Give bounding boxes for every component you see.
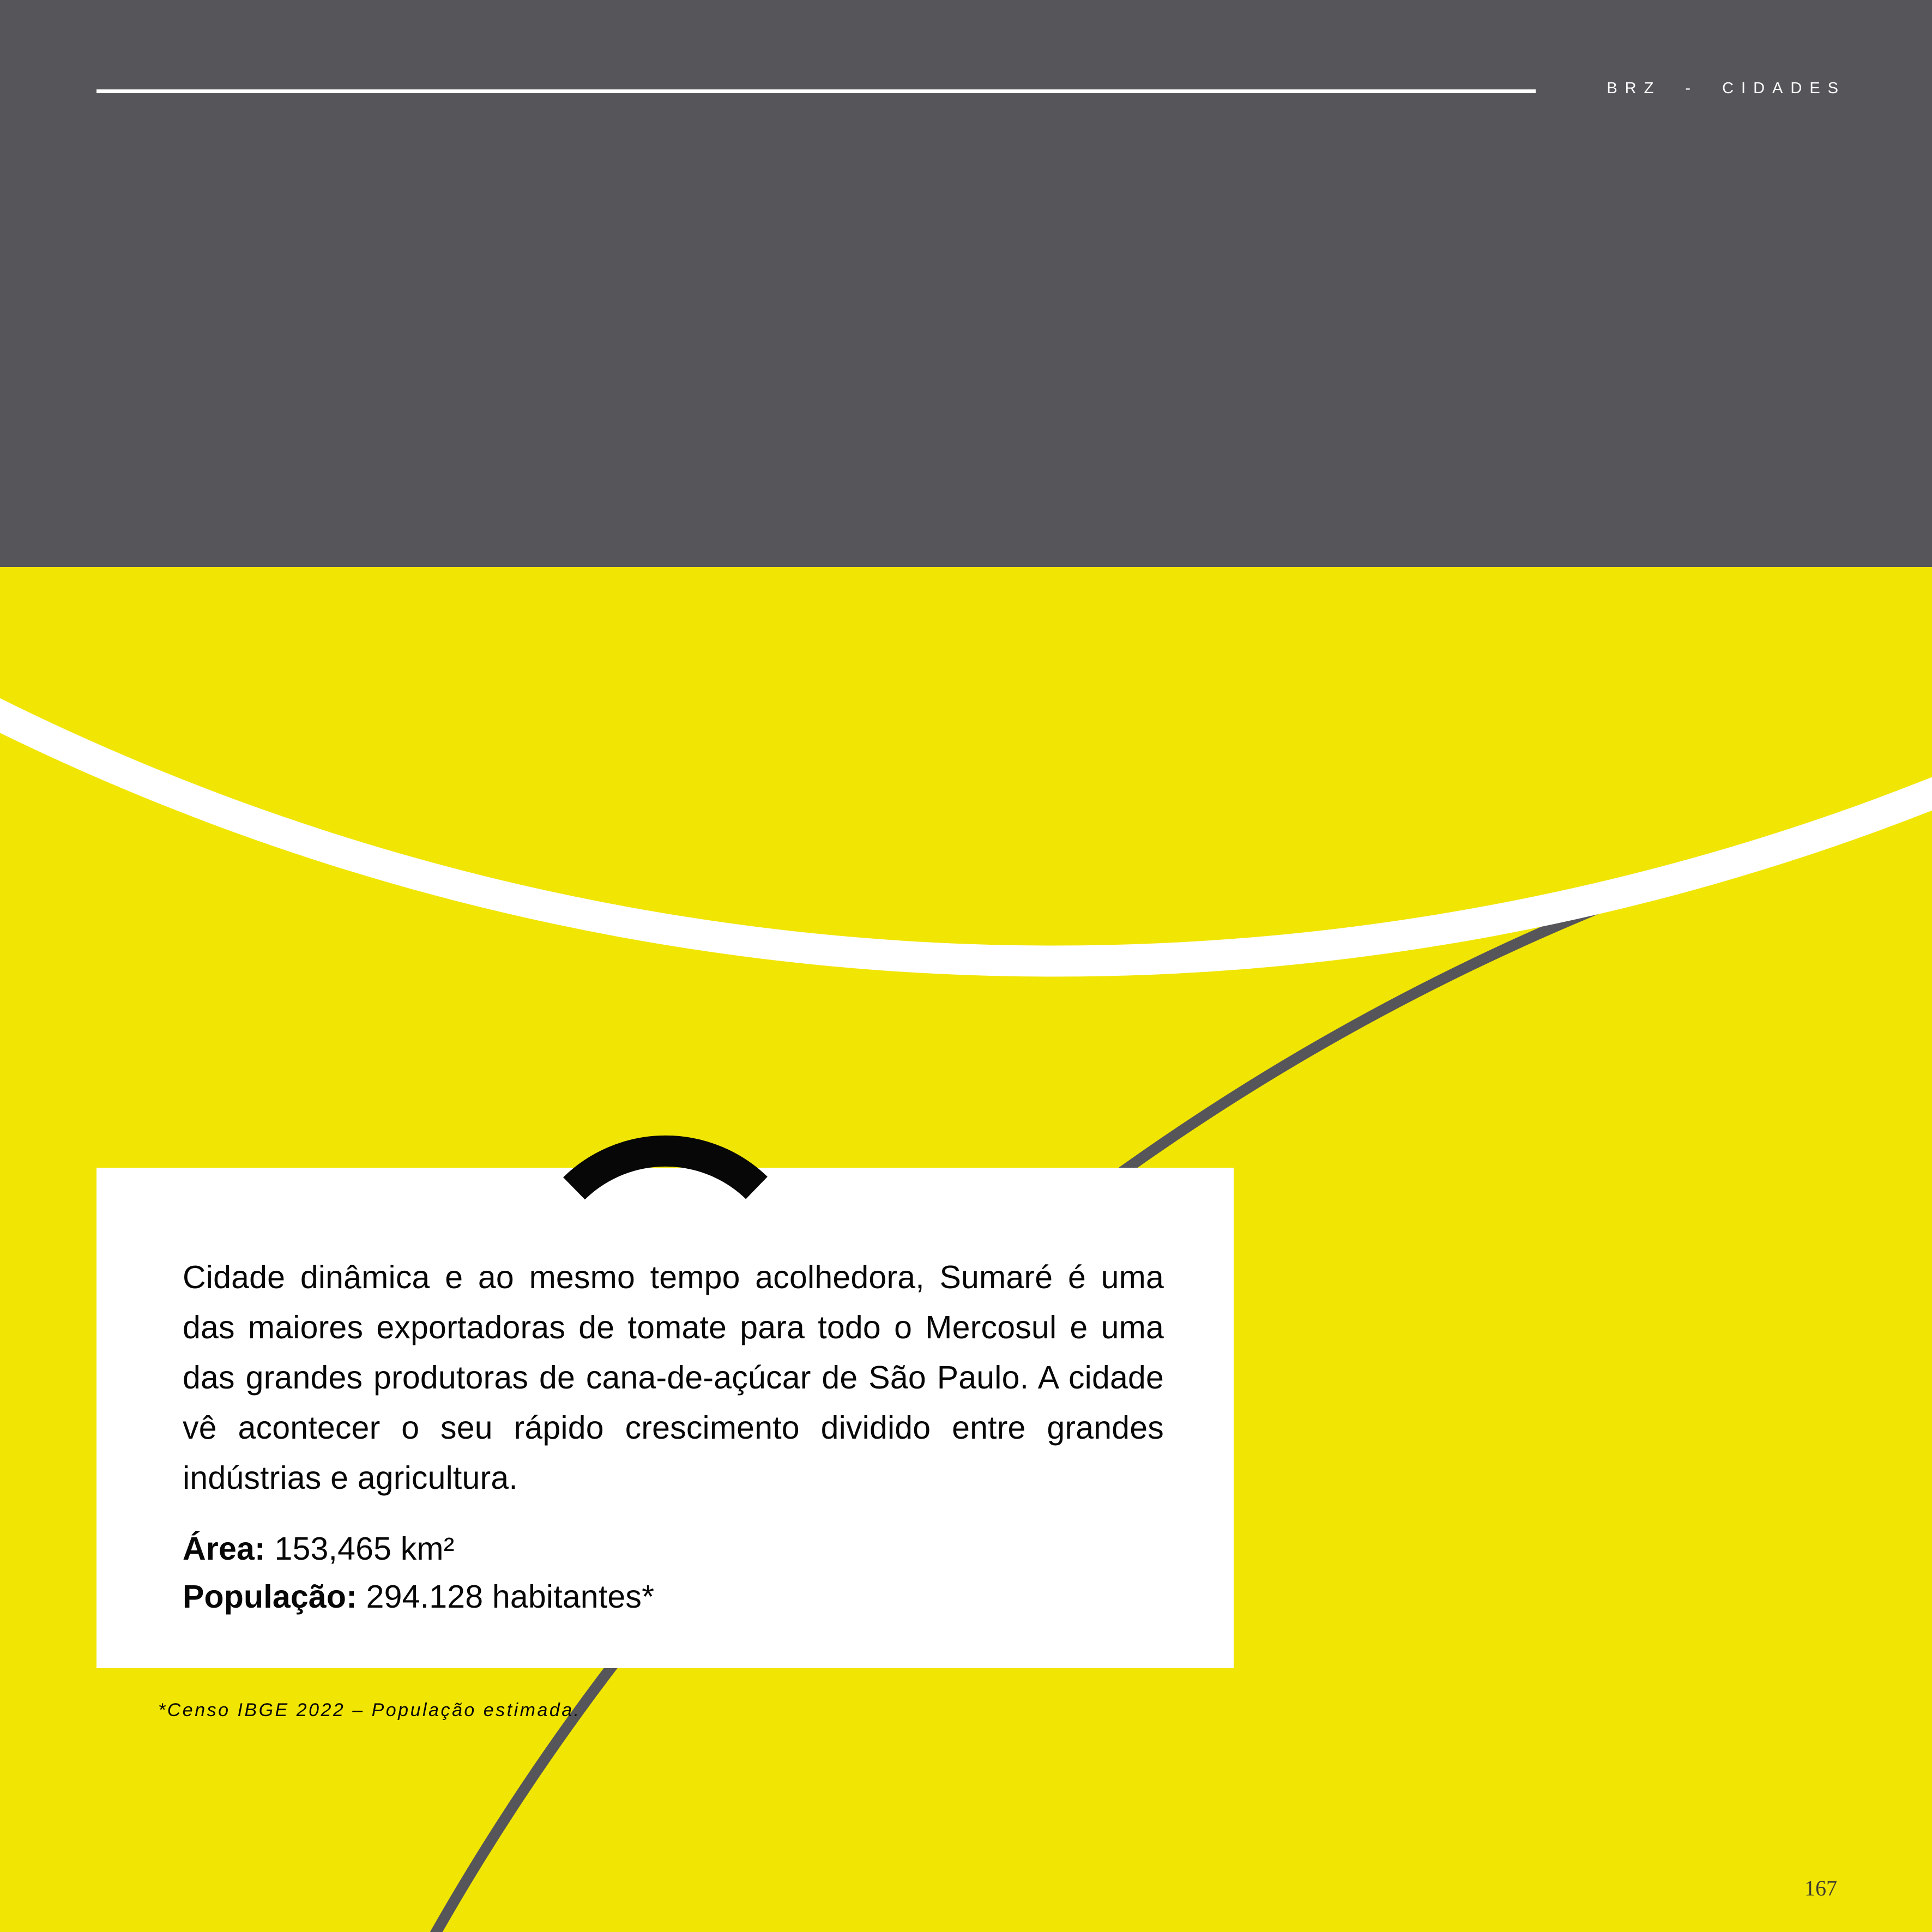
population-value: 294.128 habitantes* bbox=[366, 1579, 655, 1615]
city-description: Cidade dinâmica e ao mesmo tempo acolhedora, Sumaré é uma das maiores exportadoras de tomate para todo o Mercosul e uma das grandes produtoras de cana-de-açúcar de São Paulo. A cidade vê acontecer o seu rápido crescimento dividido entre grandes indústrias e agricultura. bbox=[183, 1259, 1164, 1496]
white-swoosh-curve bbox=[0, 0, 1932, 961]
page-number: 167 bbox=[1804, 1876, 1837, 1900]
info-card bbox=[96, 1168, 1234, 1668]
census-footnote: *Censo IBGE 2022 – População estimada. bbox=[158, 1700, 581, 1720]
population-stat bbox=[183, 1573, 1164, 1621]
header-rule bbox=[96, 89, 1536, 93]
area-stat bbox=[183, 1525, 1164, 1573]
city-stats bbox=[183, 1525, 1164, 1621]
area-label: Área: bbox=[183, 1531, 265, 1567]
area-value: 153,465 km² bbox=[274, 1531, 455, 1567]
header-brand-label: BRZ - CIDADES bbox=[1607, 80, 1846, 97]
population-label: População: bbox=[183, 1579, 357, 1615]
